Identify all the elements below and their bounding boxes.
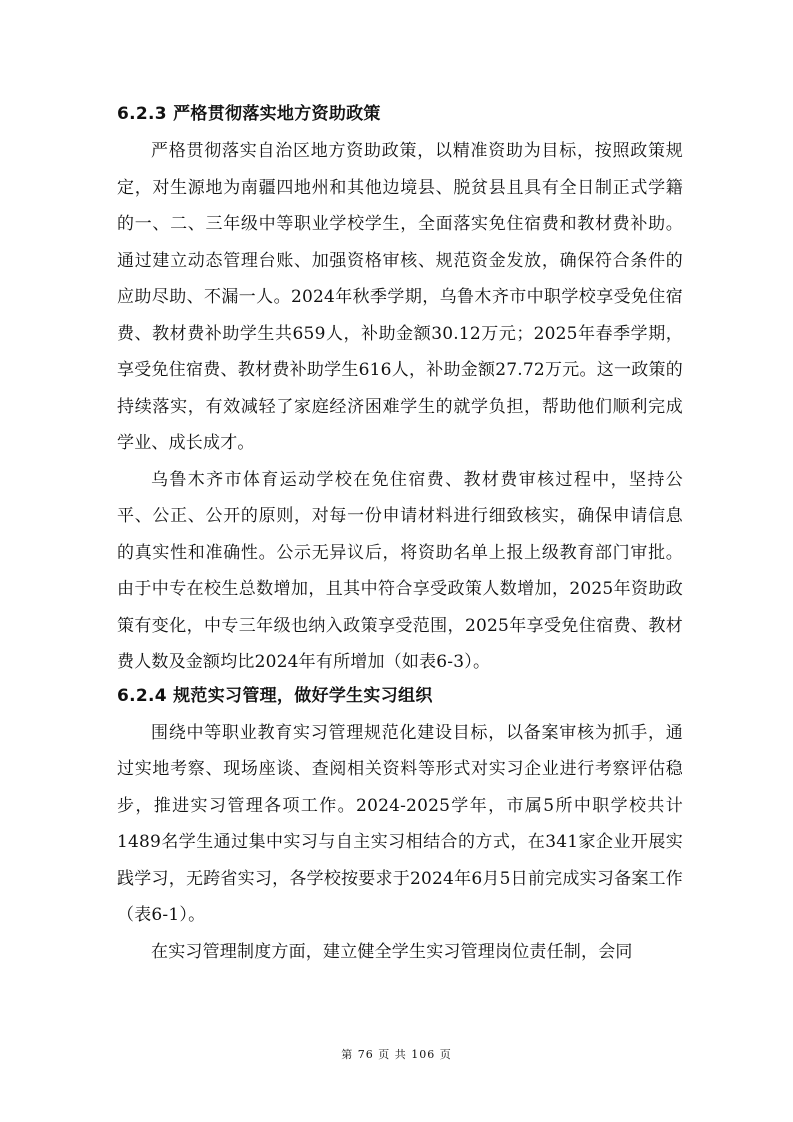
section-heading-6-2-3: 6.2.3 严格贯彻落实地方资助政策 (117, 104, 381, 124)
section-heading-6-2-4: 6.2.4 规范实习管理，做好学生实习组织 (117, 685, 433, 706)
paragraph-subsidy-policy: 严格贯彻落实自治区地方资助政策，以精准资助为目标，按照政策规定，对生源地为南疆四地州和其他边境县、脱贫县且具有全日制正式学籍的一、二、三年级中等职业学校学生，全面落实免住宿费和教材费补助。通过建立动态管理台账、加强资格审核、规范资金发放，确保符合条件的应助尽助、不漏一人。2024年秋季学期，乌鲁木齐市中职学校享受免住宿费、教材费补助学生共659人，补助金额30.12万元；2025年春季学期，享受免住宿费、教材费补助学生616人，补助金额27.72万元。这一政策的持续落实，有效减轻了家庭经济困难学生的就学负担，帮助他们顺利完成学业、成长成才。 (117, 141, 683, 453)
paragraph-internship-system: 在实习管理制度方面，建立健全学生实习管理岗位责任制，会同 (151, 941, 633, 962)
document-page (117, 95, 683, 970)
paragraph-internship-management: 围绕中等职业教育实习管理规范化建设目标，以备案审核为抓手，通过实地考察、现场座谈、查阅相关资料等形式对实习企业进行考察评估稳步，推进实习管理各项工作。2024-2025学年，市属5所中职学校共计1489名学生通过集中实习与自主实习相结合的方式，在341家企业开展实践学习，无跨省实习，各学校按要求于2024年6月5日前完成实习备案工作（表6-1）。 (117, 722, 683, 925)
page-number-footer: 第 76 页 共 106 页 (341, 1048, 452, 1061)
paragraph-sports-school-review: 乌鲁木齐市体育运动学校在免住宿费、教材费审核过程中，坚持公平、公正、公开的原则，对每一份申请材料进行细致核实，确保申请信息的真实性和准确性。公示无异议后，将资助名单上报上级教育部门审批。由于中专在校生总数增加，且其中符合享受政策人数增加，2025年资助政策有变化，中专三年级也纳入政策享受范围，2025年享受免住宿费、教材费人数及金额均比2024年有所增加（如表6-3）。 (117, 469, 683, 672)
